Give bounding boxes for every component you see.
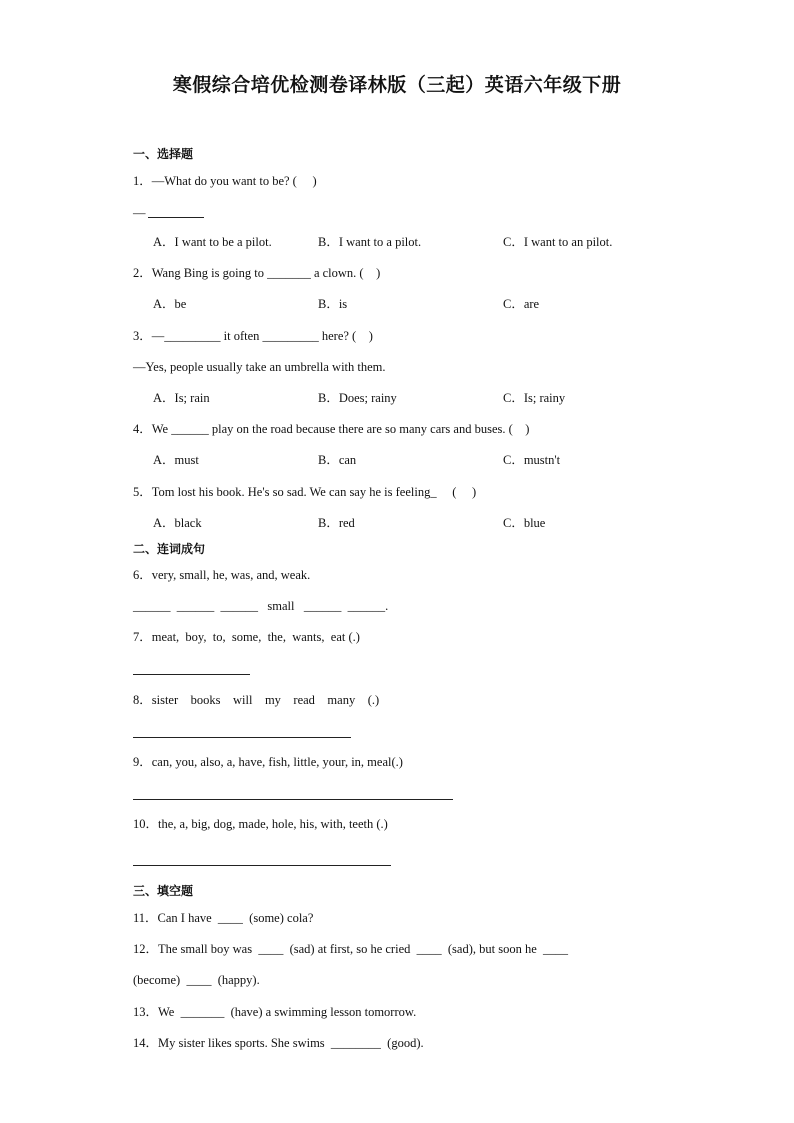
question-8-stem: 8．sister books will my read many (.) [133,693,380,707]
section-heading-sentence-building: 二、连词成句 [133,542,206,556]
question-1-answer-dash: — [133,206,146,220]
question-1-answer-blank[interactable] [148,217,204,218]
question-2-option-a[interactable]: A．be [153,297,187,311]
section-heading-fill-blank: 三、填空题 [133,884,194,898]
question-5-option-b[interactable]: B．red [318,516,355,530]
question-5-option-c[interactable]: C．blue [503,516,546,530]
question-3-reply: —Yes, people usually take an umbrella with them. [133,360,386,374]
question-8-answer-line[interactable] [133,737,351,738]
question-3-option-b[interactable]: B．Does; rainy [318,391,397,405]
question-3-option-c[interactable]: C．Is; rainy [503,391,566,405]
question-2-option-c[interactable]: C．are [503,297,540,311]
page-title: 寒假综合培优检测卷译林版（三起）英语六年级下册 [172,74,622,96]
question-3-option-a[interactable]: A．Is; rain [153,391,210,405]
question-9-answer-line[interactable] [133,799,453,800]
question-4-stem: 4．We ______ play on the road because there are so many cars and buses. ( ) [133,422,530,436]
question-6-stem: 6．very, small, he, was, and, weak. [133,568,311,582]
question-1-option-c[interactable]: C．I want to an pilot. [503,235,613,249]
question-13-stem: 13．We _______ (have) a swimming lesson tomorrow. [133,1005,417,1019]
question-5-option-a[interactable]: A．black [153,516,202,530]
question-12-line-2: (become) ____ (happy). [133,973,260,987]
question-1-option-b[interactable]: B．I want to a pilot. [318,235,422,249]
question-10-stem: 10．the, a, big, dog, made, hole, his, with, teeth (.) [133,817,388,831]
question-12-line-1: 12．The small boy was ____ (sad) at first, so he cried ____ (sad), but soon he ____ [133,942,568,956]
question-10-answer-line[interactable] [133,865,391,866]
question-4-option-b[interactable]: B．can [318,453,357,467]
question-14-stem: 14．My sister likes sports. She swims ________ (good). [133,1036,424,1050]
question-2-option-b[interactable]: B．is [318,297,348,311]
question-3-stem: 3．—_________ it often _________ here? ( ) [133,329,373,343]
question-2-stem: 2．Wang Bing is going to _______ a clown. ( ) [133,266,381,280]
question-9-stem: 9．can, you, also, a, have, fish, little, your, in, meal(.) [133,755,403,769]
question-1-stem: 1．—What do you want to be? ( ) [133,174,317,188]
question-7-stem: 7．meat, boy, to, some, the, wants, eat (.) [133,630,360,644]
question-6-answer-blanks[interactable]: ______ ______ ______ small ______ ______. [133,599,389,613]
question-4-option-a[interactable]: A．must [153,453,199,467]
section-heading-choice: 一、选择题 [133,147,194,161]
question-4-option-c[interactable]: C．mustn't [503,453,561,467]
question-1-option-a[interactable]: A．I want to be a pilot. [153,235,272,249]
question-11-stem: 11．Can I have ____ (some) cola? [133,911,314,925]
question-5-stem: 5．Tom lost his book. He's so sad. We can say he is feeling_ ( ) [133,485,477,499]
question-7-answer-line[interactable] [133,674,250,675]
